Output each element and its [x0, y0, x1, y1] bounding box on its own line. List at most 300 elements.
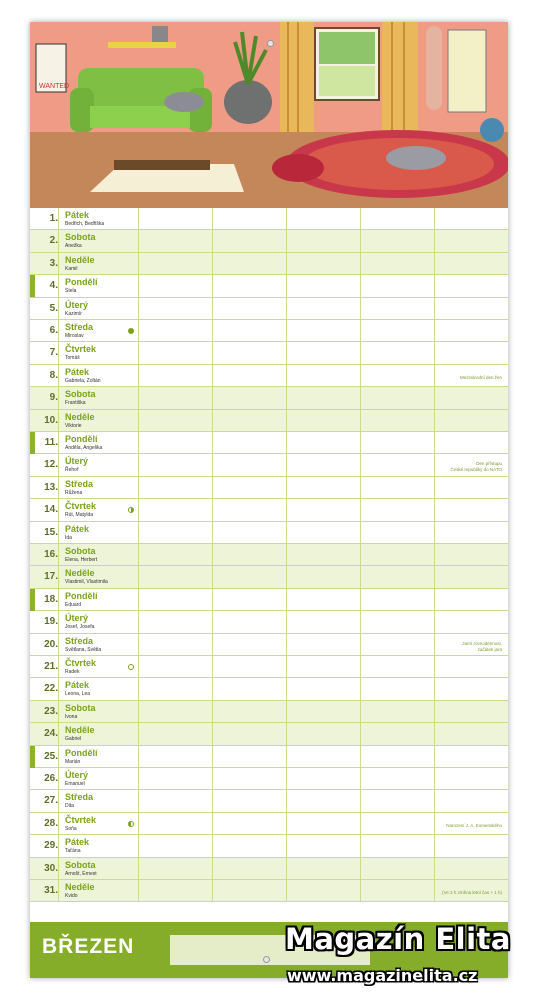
- day-cell[interactable]: [360, 275, 361, 296]
- day-row: [30, 589, 508, 611]
- day-cell[interactable]: [58, 813, 59, 834]
- day-cell[interactable]: [434, 410, 435, 431]
- day-cell[interactable]: [434, 858, 435, 879]
- day-note-line: Jarní rovnodennost,: [462, 640, 502, 646]
- day-number: 8.: [49, 369, 58, 381]
- day-cell[interactable]: [434, 208, 435, 229]
- day-cell[interactable]: [360, 320, 361, 341]
- day-cell[interactable]: [286, 678, 287, 699]
- day-cell[interactable]: [138, 678, 139, 699]
- day-cell[interactable]: [138, 746, 139, 767]
- day-cell[interactable]: [286, 320, 287, 341]
- day-name: Sobota: [65, 232, 96, 243]
- calendar-grid: [30, 208, 508, 944]
- day-number: 23.: [44, 705, 58, 717]
- day-number: 17.: [44, 571, 58, 583]
- day-cell[interactable]: [138, 790, 139, 811]
- day-note-line: Mezinárodní den žen: [459, 374, 502, 380]
- day-row: [30, 835, 508, 857]
- day-cell[interactable]: [58, 835, 59, 856]
- day-cell[interactable]: [360, 813, 361, 834]
- day-cell[interactable]: [58, 342, 59, 363]
- day-name: Pondělí: [65, 277, 98, 288]
- day-cell[interactable]: [360, 499, 361, 520]
- day-name: Středa: [65, 635, 94, 646]
- name-day: Ida: [65, 534, 72, 541]
- name-day: Ivona: [65, 713, 78, 720]
- day-cell[interactable]: [286, 342, 287, 363]
- day-cell[interactable]: [434, 253, 435, 274]
- day-cell[interactable]: [286, 723, 287, 744]
- day-row: [30, 230, 508, 252]
- day-cell[interactable]: [360, 522, 361, 543]
- day-cell[interactable]: [212, 499, 213, 520]
- day-row: [30, 813, 508, 835]
- day-row: [30, 768, 508, 790]
- day-cell[interactable]: [138, 835, 139, 856]
- day-cell[interactable]: [212, 275, 213, 296]
- day-cell[interactable]: [360, 253, 361, 274]
- day-cell[interactable]: [286, 499, 287, 520]
- day-cell[interactable]: [212, 880, 213, 901]
- day-cell[interactable]: [286, 454, 287, 475]
- day-name: Neděle: [65, 882, 95, 892]
- day-cell[interactable]: [138, 342, 139, 363]
- day-cell[interactable]: [138, 880, 139, 901]
- day-row: [30, 342, 508, 364]
- name-day: Gabriela, Zoltán: [65, 377, 101, 384]
- day-name: Sobota: [65, 859, 96, 870]
- day-cell[interactable]: [360, 342, 361, 363]
- day-cell[interactable]: [286, 410, 287, 431]
- day-name: Středa: [65, 322, 94, 332]
- day-cell[interactable]: [212, 835, 213, 856]
- day-cell[interactable]: [212, 208, 213, 229]
- name-day: Anežka: [65, 243, 82, 250]
- name-day: Františka: [65, 400, 86, 407]
- day-cell[interactable]: [434, 298, 435, 319]
- day-cell[interactable]: [58, 858, 59, 879]
- day-cell[interactable]: [286, 432, 287, 453]
- day-cell[interactable]: [58, 275, 59, 296]
- day-cell[interactable]: [138, 522, 139, 543]
- svg-text:WANTED: WANTED: [39, 83, 70, 90]
- day-cell[interactable]: [212, 432, 213, 453]
- day-cell[interactable]: [360, 387, 361, 408]
- name-day: Vlastimil, Vlastimila: [65, 579, 108, 586]
- day-cell[interactable]: [360, 544, 361, 565]
- day-cell[interactable]: [286, 275, 287, 296]
- day-name: Pondělí: [65, 590, 98, 601]
- day-cell[interactable]: [212, 634, 213, 655]
- day-cell[interactable]: [58, 611, 59, 632]
- day-cell[interactable]: [360, 678, 361, 699]
- day-cell[interactable]: [212, 454, 213, 475]
- day-cell[interactable]: [212, 589, 213, 610]
- day-note: [446, 823, 502, 829]
- day-cell[interactable]: [360, 454, 361, 475]
- day-row: [30, 858, 508, 880]
- day-note: [450, 461, 502, 473]
- day-cell[interactable]: [434, 790, 435, 811]
- day-cell[interactable]: [58, 589, 59, 610]
- day-cell[interactable]: [212, 522, 213, 543]
- day-cell[interactable]: [286, 768, 287, 789]
- day-name: Pondělí: [65, 747, 98, 758]
- day-cell[interactable]: [212, 790, 213, 811]
- day-name: Pátek: [65, 680, 90, 691]
- day-cell[interactable]: [286, 566, 287, 587]
- day-cell[interactable]: [286, 522, 287, 543]
- day-name: Pátek: [65, 210, 90, 220]
- day-cell[interactable]: [58, 208, 59, 229]
- day-cell[interactable]: [434, 701, 435, 722]
- day-cell[interactable]: [58, 701, 59, 722]
- day-name: Sobota: [65, 546, 96, 556]
- day-cell[interactable]: [434, 723, 435, 744]
- day-cell[interactable]: [286, 387, 287, 408]
- day-cell[interactable]: [138, 566, 139, 587]
- day-cell[interactable]: [286, 589, 287, 610]
- day-cell[interactable]: [360, 746, 361, 767]
- brand-watermark: Magazín Elita: [285, 922, 511, 956]
- week-marker: [30, 589, 35, 611]
- day-name: Neděle: [65, 254, 95, 265]
- day-name: Čtvrtek: [65, 501, 97, 512]
- day-row: [30, 208, 508, 230]
- day-cell[interactable]: [360, 656, 361, 677]
- day-cell[interactable]: [212, 387, 213, 408]
- day-cell[interactable]: [434, 365, 435, 386]
- day-row: [30, 522, 508, 544]
- day-cell[interactable]: [434, 499, 435, 520]
- day-cell[interactable]: [434, 432, 435, 453]
- day-cell[interactable]: [212, 298, 213, 319]
- day-cell[interactable]: [58, 880, 59, 901]
- day-row: [30, 454, 508, 476]
- day-cell[interactable]: [360, 634, 361, 655]
- day-cell[interactable]: [58, 298, 59, 319]
- day-cell[interactable]: [58, 387, 59, 408]
- day-cell[interactable]: [58, 768, 59, 789]
- day-cell[interactable]: [434, 342, 435, 363]
- day-cell[interactable]: [212, 253, 213, 274]
- day-cell[interactable]: [58, 790, 59, 811]
- day-cell[interactable]: [58, 723, 59, 744]
- day-cell[interactable]: [212, 410, 213, 431]
- day-row: [30, 365, 508, 387]
- day-cell[interactable]: [434, 746, 435, 767]
- day-cell[interactable]: [58, 499, 59, 520]
- day-cell[interactable]: [286, 746, 287, 767]
- name-day: Eduard: [65, 601, 82, 608]
- day-cell[interactable]: [212, 566, 213, 587]
- day-cell[interactable]: [286, 253, 287, 274]
- day-cell[interactable]: [138, 387, 139, 408]
- week-marker: [30, 275, 35, 297]
- day-number: 28.: [44, 817, 58, 829]
- day-cell[interactable]: [138, 230, 139, 251]
- day-cell[interactable]: [138, 298, 139, 319]
- day-row: [30, 678, 508, 700]
- day-cell[interactable]: [360, 723, 361, 744]
- day-cell[interactable]: [212, 813, 213, 834]
- name-day: Anděla, Angelika: [65, 445, 103, 451]
- day-cell[interactable]: [138, 477, 139, 498]
- day-cell[interactable]: [286, 298, 287, 319]
- day-cell[interactable]: [286, 477, 287, 498]
- hanging-hole-icon: [263, 956, 270, 963]
- day-number: 15.: [44, 526, 58, 538]
- day-name: Pondělí: [65, 434, 98, 444]
- day-name: Úterý: [65, 456, 89, 467]
- day-name: Úterý: [65, 613, 89, 624]
- day-cell[interactable]: [212, 858, 213, 879]
- day-cell[interactable]: [286, 365, 287, 386]
- moon-phase-icon: [128, 507, 134, 513]
- day-cell[interactable]: [138, 544, 139, 565]
- day-cell[interactable]: [360, 858, 361, 879]
- day-note-line: Den přístupu: [476, 461, 502, 467]
- day-note-line: Narození J. A. Komenského: [446, 822, 502, 828]
- day-cell[interactable]: [286, 790, 287, 811]
- day-cell[interactable]: [58, 253, 59, 274]
- day-cell[interactable]: [434, 611, 435, 632]
- day-cell[interactable]: [58, 432, 59, 453]
- day-cell[interactable]: [434, 544, 435, 565]
- day-cell[interactable]: [58, 566, 59, 587]
- day-row: [30, 477, 508, 499]
- day-cell[interactable]: [212, 746, 213, 767]
- day-cell[interactable]: [286, 208, 287, 229]
- day-cell[interactable]: [138, 634, 139, 655]
- day-row: [30, 701, 508, 723]
- name-day: Leona, Lea: [65, 691, 91, 698]
- day-number: 10.: [44, 414, 58, 426]
- day-number: 13.: [44, 481, 58, 493]
- day-cell[interactable]: [138, 320, 139, 341]
- name-day: Tomáš: [65, 355, 80, 362]
- day-name: Čtvrtek: [65, 344, 97, 355]
- day-cell[interactable]: [58, 544, 59, 565]
- day-cell[interactable]: [360, 589, 361, 610]
- day-cell[interactable]: [434, 230, 435, 251]
- day-cell[interactable]: [286, 230, 287, 251]
- day-cell[interactable]: [360, 298, 361, 319]
- day-cell[interactable]: [58, 522, 59, 543]
- day-cell[interactable]: [434, 387, 435, 408]
- day-cell[interactable]: [58, 746, 59, 767]
- day-name: Pátek: [65, 837, 90, 848]
- name-day: Stela: [65, 288, 77, 295]
- day-number: 18.: [44, 593, 58, 605]
- day-cell[interactable]: [138, 656, 139, 677]
- day-cell[interactable]: [360, 410, 361, 431]
- day-cell[interactable]: [138, 723, 139, 744]
- day-cell[interactable]: [360, 790, 361, 811]
- day-cell[interactable]: [138, 701, 139, 722]
- moon-phase-icon: [128, 821, 134, 827]
- day-cell[interactable]: [286, 611, 287, 632]
- day-cell[interactable]: [58, 678, 59, 699]
- day-cell[interactable]: [58, 320, 59, 341]
- day-cell[interactable]: [360, 477, 361, 498]
- day-row: [30, 387, 508, 409]
- day-cell[interactable]: [212, 342, 213, 363]
- day-cell[interactable]: [138, 208, 139, 229]
- day-cell[interactable]: [434, 477, 435, 498]
- day-cell[interactable]: [138, 813, 139, 834]
- name-day: Arnošt, Ernest: [65, 870, 97, 877]
- day-number: 1.: [49, 213, 58, 224]
- name-day: Rút, Matylda: [65, 512, 94, 519]
- day-cell[interactable]: [212, 611, 213, 632]
- day-cell[interactable]: [286, 858, 287, 879]
- name-day: Miroslav: [65, 333, 84, 339]
- day-cell[interactable]: [58, 477, 59, 498]
- day-cell[interactable]: [138, 410, 139, 431]
- day-cell[interactable]: [58, 634, 59, 655]
- day-cell[interactable]: [360, 701, 361, 722]
- day-cell[interactable]: [360, 566, 361, 587]
- day-name: Čtvrtek: [65, 814, 97, 825]
- day-row: [30, 611, 508, 633]
- day-cell[interactable]: [360, 230, 361, 251]
- day-cell[interactable]: [212, 320, 213, 341]
- day-cell[interactable]: [434, 320, 435, 341]
- name-day: Gabriel: [65, 736, 82, 743]
- day-cell[interactable]: [286, 544, 287, 565]
- day-number: 11.: [44, 437, 58, 448]
- day-cell[interactable]: [138, 499, 139, 520]
- week-marker: [30, 746, 35, 768]
- day-cell[interactable]: [212, 230, 213, 251]
- day-number: 25.: [44, 750, 58, 762]
- name-day: Bedřich, Bedřiška: [65, 221, 105, 227]
- day-cell[interactable]: [212, 701, 213, 722]
- day-name: Neděle: [65, 568, 95, 579]
- day-cell[interactable]: [138, 275, 139, 296]
- day-number: 12.: [44, 459, 58, 471]
- day-number: 4.: [49, 280, 58, 292]
- day-note-line: začátek jara: [477, 646, 502, 652]
- day-name: Úterý: [65, 770, 89, 780]
- name-day: Dita: [65, 803, 74, 810]
- name-day: Josef, Josefa: [65, 624, 95, 631]
- day-cell[interactable]: [360, 611, 361, 632]
- day-cell[interactable]: [212, 768, 213, 789]
- day-cell[interactable]: [138, 858, 139, 879]
- day-cell[interactable]: [434, 656, 435, 677]
- day-row: [30, 746, 508, 768]
- day-cell[interactable]: [286, 701, 287, 722]
- day-cell[interactable]: [58, 365, 59, 386]
- day-cell[interactable]: [138, 365, 139, 386]
- day-cell[interactable]: [212, 365, 213, 386]
- day-note: [460, 375, 502, 381]
- day-cell[interactable]: [286, 634, 287, 655]
- day-cell[interactable]: [360, 208, 361, 229]
- day-cell[interactable]: [286, 656, 287, 677]
- name-day: Viktorie: [65, 422, 82, 429]
- day-cell[interactable]: [286, 880, 287, 901]
- day-cell[interactable]: [286, 835, 287, 856]
- day-number: 30.: [44, 862, 58, 874]
- day-number: 6.: [49, 325, 58, 336]
- day-number: 16.: [44, 549, 58, 560]
- brand-url: www.magazinelita.cz: [287, 966, 478, 985]
- day-cell[interactable]: [360, 365, 361, 386]
- day-number: 31.: [44, 885, 58, 896]
- day-cell[interactable]: [360, 835, 361, 856]
- day-row: [30, 790, 508, 812]
- day-row: [30, 253, 508, 275]
- day-name: Neděle: [65, 411, 95, 422]
- day-cell[interactable]: [212, 656, 213, 677]
- day-cell[interactable]: [434, 589, 435, 610]
- day-row: [30, 499, 508, 521]
- day-cell[interactable]: [58, 230, 59, 251]
- day-cell[interactable]: [138, 768, 139, 789]
- day-number: 5.: [49, 302, 58, 314]
- day-cell[interactable]: [138, 611, 139, 632]
- day-cell[interactable]: [434, 835, 435, 856]
- day-name: Neděle: [65, 725, 95, 736]
- day-number: 29.: [44, 840, 58, 852]
- day-cell[interactable]: [58, 410, 59, 431]
- day-number: 20.: [44, 638, 58, 650]
- day-cell[interactable]: [434, 275, 435, 296]
- day-cell[interactable]: [434, 522, 435, 543]
- day-cell[interactable]: [360, 880, 361, 901]
- day-cell[interactable]: [138, 432, 139, 453]
- day-name: Středa: [65, 792, 94, 803]
- day-cell[interactable]: [434, 634, 435, 655]
- day-cell[interactable]: [360, 768, 361, 789]
- day-cell[interactable]: [434, 566, 435, 587]
- day-cell[interactable]: [212, 678, 213, 699]
- day-cell[interactable]: [58, 656, 59, 677]
- moon-phase-icon: [128, 664, 134, 670]
- day-cell[interactable]: [58, 454, 59, 475]
- day-cell[interactable]: [434, 768, 435, 789]
- day-cell[interactable]: [138, 589, 139, 610]
- day-cell[interactable]: [434, 813, 435, 834]
- name-day: Řehoř: [65, 467, 79, 474]
- day-cell[interactable]: [212, 544, 213, 565]
- cats-living-room-illustration: [30, 22, 508, 208]
- moon-phase-icon: [128, 328, 134, 334]
- name-day: Emanuel: [65, 781, 85, 787]
- day-name: Středa: [65, 478, 94, 489]
- day-row: [30, 723, 508, 745]
- day-cell[interactable]: [434, 880, 435, 901]
- day-number: 3.: [49, 257, 58, 269]
- day-cell[interactable]: [138, 454, 139, 475]
- day-cell[interactable]: [434, 678, 435, 699]
- day-cell[interactable]: [286, 813, 287, 834]
- day-cell[interactable]: [212, 477, 213, 498]
- day-row: [30, 320, 508, 342]
- day-cell[interactable]: [212, 723, 213, 744]
- name-day: Soňa: [65, 825, 77, 832]
- day-cell[interactable]: [360, 432, 361, 453]
- day-cell[interactable]: [138, 253, 139, 274]
- day-cell[interactable]: [434, 454, 435, 475]
- day-row: [30, 634, 508, 656]
- day-number: 7.: [49, 347, 58, 359]
- day-name: Sobota: [65, 389, 96, 400]
